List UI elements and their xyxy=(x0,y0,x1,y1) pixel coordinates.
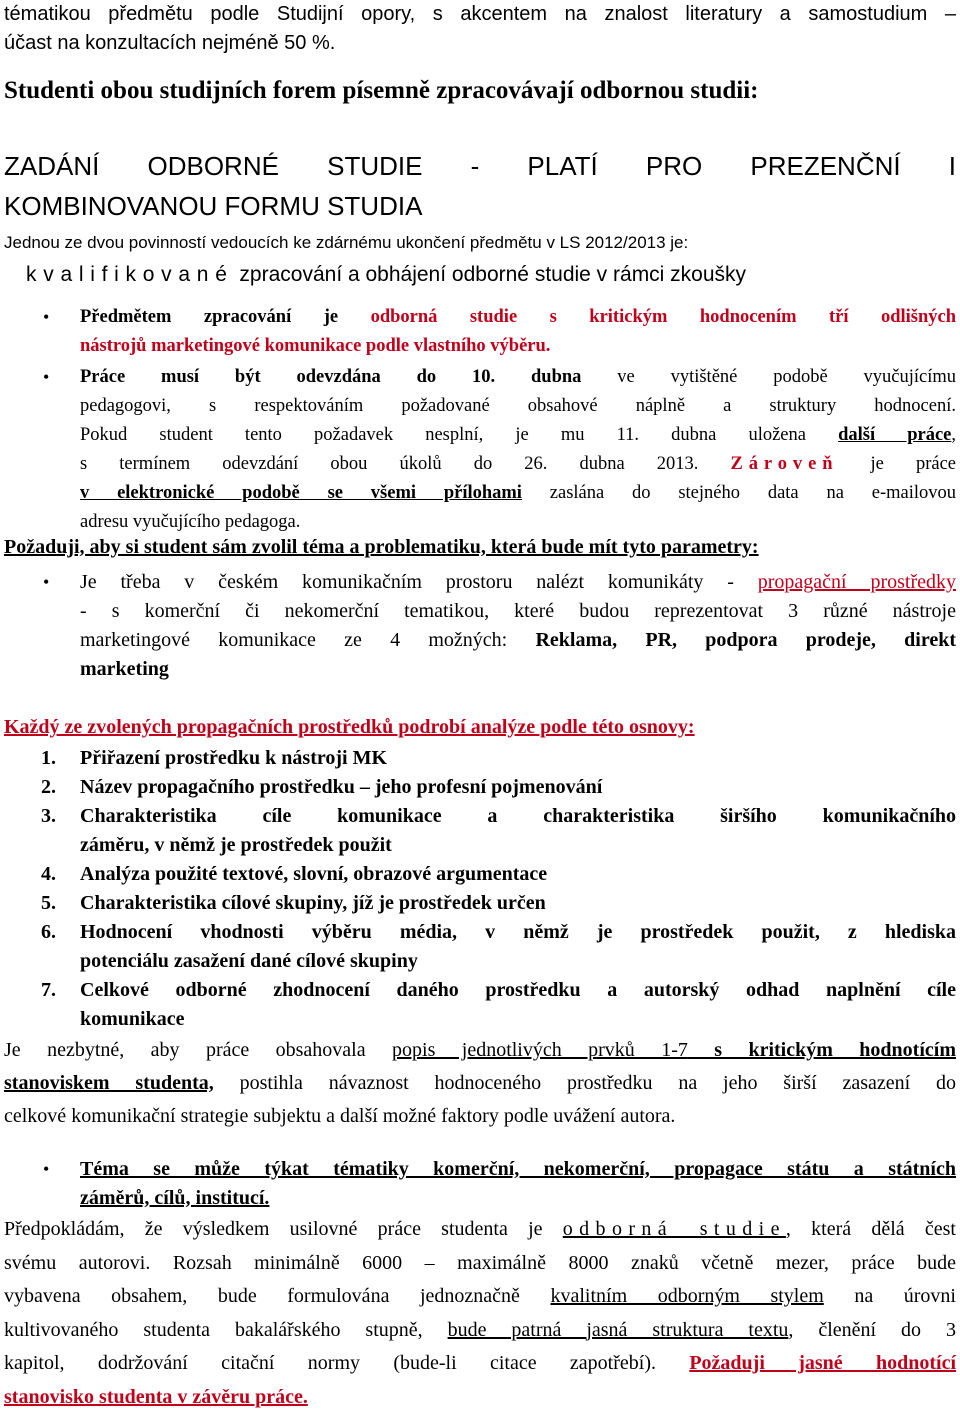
outline-text: Název propagačního prostředku – jeho profesní pojmenování xyxy=(80,773,956,802)
clear-evaluation: Požaduji jasné hodnotící xyxy=(689,1352,956,1374)
final-text-c-rest: na úrovni xyxy=(824,1285,956,1307)
deadline-line-4-text: s termínem odevzdání obou úkolů do 26. dubna 2013. xyxy=(80,454,731,474)
final-line-1 xyxy=(4,1213,956,1247)
study-spaced: odborná studie xyxy=(563,1218,786,1240)
necessity-line-3: celkové komunikační strategie subjektu a další možné faktory podle uvážení autora. xyxy=(4,1100,956,1133)
clear-structure: bude patrná jasná struktura textu xyxy=(448,1319,789,1341)
outline-item xyxy=(4,773,956,802)
deadline-line-4 xyxy=(80,450,956,479)
outline-text: Charakteristika cíle komunikace a charakteristika širšího komunikačního xyxy=(80,802,956,831)
intro-paragraph xyxy=(4,0,956,58)
list-item xyxy=(4,363,956,537)
outline-number: 7. xyxy=(41,976,56,1005)
param-line-1-text: Je třeba v českém komunikačním prostoru nalézt komunikáty - xyxy=(80,571,758,593)
deadline-line-2: pedagogovi, s respektováním požadované obsahové náplně a struktury hodnocení. xyxy=(80,392,956,421)
deadline-month: dubna xyxy=(495,367,581,387)
tools-list: Reklama, PR, podpora prodeje, direkt xyxy=(535,629,956,651)
necessity-text: Je nezbytné, aby práce obsahovala xyxy=(4,1039,392,1061)
promo-means: propagační prostředky xyxy=(758,571,956,593)
necessity-critical: s kritickým hodnotícím xyxy=(688,1039,956,1061)
final-text-c: vybavena obsahem, bude formulována jednoznačně xyxy=(4,1285,550,1307)
outline-item xyxy=(4,918,956,976)
final-line-3 xyxy=(4,1280,956,1314)
necessity-paragraph xyxy=(4,1034,956,1133)
topic-line-1: • Téma se může týkat tématiky komerční, nekomerční, propagace státu a státních xyxy=(80,1155,956,1184)
param-line-4: marketing xyxy=(80,655,956,684)
final-line-6: stanovisko studenta v závěru práce. xyxy=(4,1381,956,1414)
final-line-2: svému autorovi. Rozsah minimálně 6000 – maximálně 8000 znaků včetně mezer, práce bude xyxy=(4,1247,956,1281)
outline-list xyxy=(4,744,956,1034)
outline-text: Přiřazení prostředku k nástroji MK xyxy=(80,744,956,773)
electronic-form: v elektronické podobě se všemi přílohami xyxy=(80,483,522,503)
outline-text: Analýza použité textové, slovní, obrazové argumentace xyxy=(80,860,956,889)
bullet-list-3 xyxy=(4,1155,956,1213)
outline-number: 4. xyxy=(41,860,56,889)
necessity-student-view: stanoviskem studenta, xyxy=(4,1072,214,1094)
assignment-heading-line-1: ZADÁNÍ ODBORNÉ STUDIE - PLATÍ PRO PREZENČNÍ I xyxy=(4,146,956,186)
outline-text-cont: potenciálu zasažení dané cílové skupiny xyxy=(80,947,956,976)
intro-line-2: účast na konzultacích nejméně 50 %. xyxy=(4,29,956,58)
assignment-heading-line-2: KOMBINOVANOU FORMU STUDIA xyxy=(4,186,956,226)
final-text-e: kapitol, dodržování citační normy (bude-li citace zapotřebí). xyxy=(4,1352,689,1374)
deadline-line-6: adresu vyučujícího pedagoga. xyxy=(80,508,956,537)
bullet-list-2 xyxy=(4,568,956,684)
outline-text: Hodnocení vhodnosti výběru média, v němž je prostředek použit, z hlediska xyxy=(80,918,956,947)
deadline-rest: ve vytištěné podobě vyučujícímu xyxy=(581,367,956,387)
outline-item xyxy=(4,860,956,889)
final-text-a-rest: , která dělá čest xyxy=(786,1218,956,1240)
bullet-list-1 xyxy=(4,303,956,537)
deadline-line-5 xyxy=(80,479,956,508)
deadline-line-1 xyxy=(80,363,956,392)
outline-item xyxy=(4,744,956,773)
outline-text-cont: záměru, v němž je prostředek použit xyxy=(80,831,956,860)
param-line-3 xyxy=(80,626,956,655)
final-text-d-rest: , členění do 3 xyxy=(788,1319,956,1341)
final-text-a: Předpokládám, že výsledkem usilovné práce studenta je xyxy=(4,1218,563,1240)
outline-item xyxy=(4,976,956,1034)
final-paragraph xyxy=(4,1213,956,1414)
outline-text: Celkové odborné zhodnocení daného prostředku a autorský odhad naplnění cíle xyxy=(80,976,956,1005)
deadline-line-4-rest: je práce xyxy=(838,454,956,474)
outline-number: 2. xyxy=(41,773,56,802)
subject-red-line-1: odborná studie s kritickým hodnocením tří odlišných xyxy=(371,307,956,327)
final-line-5 xyxy=(4,1347,956,1381)
outline-number: 6. xyxy=(41,918,56,947)
outline-item xyxy=(4,802,956,860)
necessity-rest: postihla návaznost hodnoceného prostředku na jeho širší zasazení do xyxy=(214,1072,956,1094)
necessity-underlined: popis jednotlivých prvků 1-7 xyxy=(392,1039,688,1061)
outline-item xyxy=(4,889,956,918)
additional-work: další práce xyxy=(838,425,951,445)
qualified-rest: zpracování a obhájení odborné studie v rámci zkoušky xyxy=(234,263,746,286)
analysis-heading: Každý ze zvolených propagačních prostředků podrobí analýze podle této osnovy: xyxy=(4,716,956,739)
assignment-heading xyxy=(4,146,956,226)
qualified-line xyxy=(26,263,746,287)
subject-red-line-2: nástrojů marketingové komunikace podle vlastního výběru. xyxy=(80,332,956,361)
necessity-line-1 xyxy=(4,1034,956,1067)
subject-text xyxy=(80,303,956,332)
outline-number: 5. xyxy=(41,889,56,918)
param-line-1 xyxy=(80,568,956,597)
outline-text: Charakteristika cílové skupiny, jíž je prostředek určen xyxy=(80,889,956,918)
intro-line-1: tématikou předmětu podle Studijní opory, s akcentem na znalost literatury a samostudium – xyxy=(4,0,956,29)
simultaneously-word: Zároveň xyxy=(731,454,839,474)
quality-style: kvalitním odborným stylem xyxy=(550,1285,823,1307)
list-item xyxy=(4,568,956,684)
final-line-4 xyxy=(4,1314,956,1348)
deadline-line-3 xyxy=(80,421,956,450)
final-text-d: kultivovaného studenta bakalářského stupně, xyxy=(4,1319,448,1341)
outline-number: 3. xyxy=(41,802,56,831)
param-line-3-text: marketingové komunikace ze 4 možných: xyxy=(80,629,535,651)
deadline-bold: Práce musí být odevzdána do 10. xyxy=(80,367,495,387)
subject-label: Předmětem zpracování je xyxy=(80,307,371,327)
list-item xyxy=(4,1155,956,1213)
students-heading: Studenti obou studijních forem písemně zpracovávají odbornou studii: xyxy=(4,77,759,105)
param-line-2: - s komerční či nekomerční tematikou, které budou reprezentovat 3 různé nástroje xyxy=(80,597,956,626)
deadline-comma: , xyxy=(951,425,956,445)
deadline-line-3-text: Pokud student tento požadavek nesplní, je mu 11. dubna uložena xyxy=(80,425,838,445)
outline-number: 1. xyxy=(41,744,56,773)
topic-line-2: záměrů, cílů, institucí. xyxy=(80,1184,956,1213)
requirement-heading: Požaduji, aby si student sám zvolil téma a problematiku, která bude mít tyto parametry: xyxy=(4,536,956,559)
qualified-spaced-word: kvalifikované xyxy=(26,263,234,286)
deadline-line-5-rest: zaslána do stejného data na e-mailovou xyxy=(522,483,956,503)
necessity-line-2 xyxy=(4,1067,956,1100)
obligation-text: Jednou ze dvou povinností vedoucích ke zdárnému ukončení předmětu v LS 2012/2013 je: xyxy=(4,232,956,254)
outline-text-cont: komunikace xyxy=(80,1005,956,1034)
list-item xyxy=(4,303,956,361)
